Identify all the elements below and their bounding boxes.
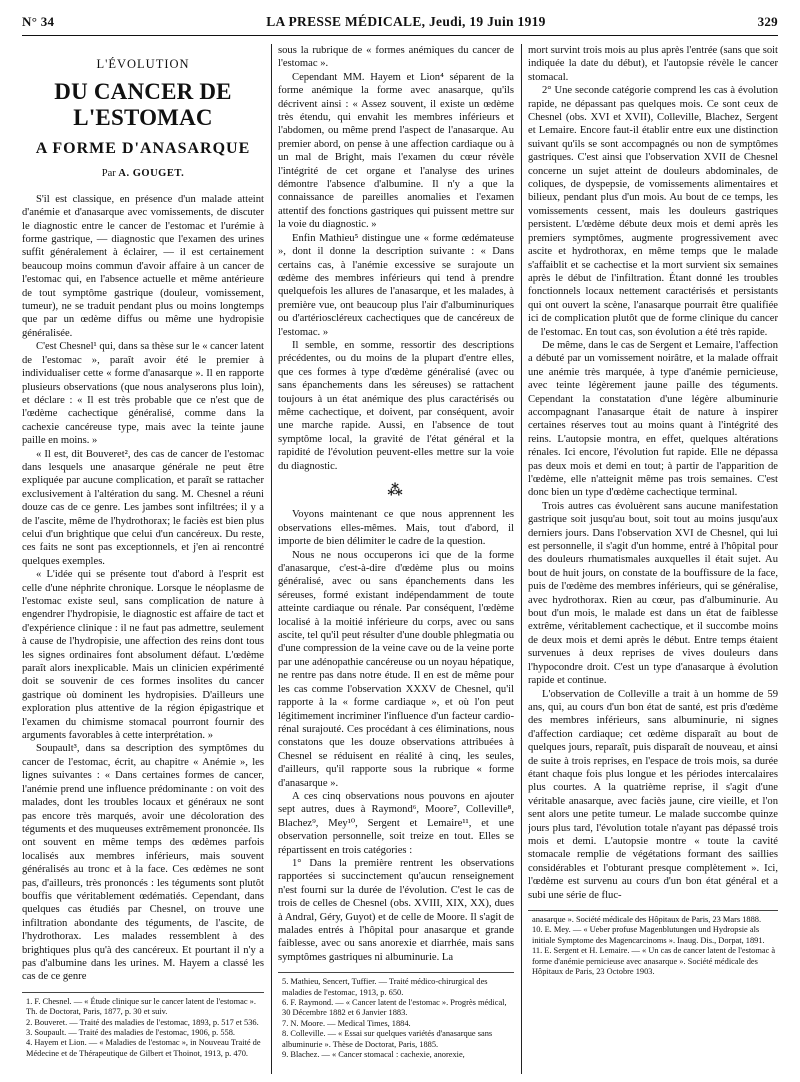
paragraph: Il semble, en somme, ressortir des descriptions précédentes, ou du moins de la plupart d'entre elles, que ces formes à type d'œdème généralisé (avec ou sans épanchements dans les séreuses) se rattachent toujours à un état anémique des plus caractérisés ou même cachectique, et doivent, par conséquent, avoir une marche rapide. Aussi, en l'absence de tout symptôme local, la gravité de l'état général et la rapidité de l'évolution peuvent-elles mettre sur la voie du diagnostic.	[278, 339, 514, 472]
byline-prefix: Par	[101, 168, 116, 180]
footnote: 1. F. Chesnel. — « Étude clinique sur le cancer latent de l'estomac ». Th. de Doctorat, Paris, 1877, p. 30 et suiv.	[26, 996, 256, 1017]
footnote: 5. Mathieu, Sencert, Tuffier. — Traité médico-chirurgical des maladies de l'estomac, 1913, p. 650.	[282, 977, 488, 997]
column-divider	[521, 44, 522, 1074]
author-name: A. GOUGET.	[118, 168, 185, 180]
paragraph: « Il est, dit Bouveret², des cas de cancer de l'estomac dans lesquels une anasarque générale ne peut être expliquée par aucune complication, et paraît se rattacher exclusivement à l'altération du sang. M. Chesnel a réuni douze cas de ce genre. Les jambes sont infiltrées; il y a de l'ascite, même de l'hydrothorax; le faciès est bien plus celui d'un brightique que celui d'un cancéreux. Du reste, ces faits ne sont pas exceptionnels, et j'en ai rencontré quelques exemples.	[22, 448, 264, 567]
paragraph: Cependant MM. Hayem et Lion⁴ séparent de la forme anémique la forme avec anasarque, qu'ils décrivent ainsi : « Assez souvent, il existe un œdème très étendu, qui envahit les membres inférieurs et l'abdomen, ou même prend l'aspect de l'anasarque. Au premier abord, on pense à une affection cardiaque ou à un mal de Bright, mais l'examen du cœur révèle l'intégrité de cet organe et l'analyse des urines démontre l'absence d'albumine. Il n'y a que la connaissance de pareilles anomalies et l'examen attentif des fonctions gastriques qui puissent mettre sur la voie du diagnostic. »	[278, 71, 514, 231]
footnote: 10. E. Mey. — « Ueber profuse Magenblutungen und Hydropsie als initiale Symptome des Magencarcinoms ». Inaug. Dis., Dorpat, 1891.	[532, 925, 765, 945]
article-title: DU CANCER DE L'ESTOMAC	[54, 79, 232, 131]
paragraph: 1° Dans la première rentrent les observations rapportées si succinctement qu'aucun renseignement n'est fourni sur la durée de l'évolution. C'est le cas de trois de celles de Chesnel (obs. XVIII, XIX, XX), dues à Andral, Géry, Guyot) et de celle de Moore. Il s'agit de malades entrés à l'hôpital pour anasarque et grande faiblesse, avec ou sans anorexie et diarrhée, mais sans symptômes gastriques ni albuminurie. La	[278, 857, 514, 963]
column-2	[278, 44, 514, 1074]
column-3	[528, 44, 778, 1074]
page-header	[22, 8, 778, 36]
paragraph: De même, dans le cas de Sergent et Lemaire, l'affection a débuté par un vomissement noirâtre, et la malade offrait une anémie très marquée, à type d'anémie pernicieuse, avec teinte légèrement jaune paille des téguments. Cependant la constatation d'une légère albuminurie accompagnant l'anasarque était de nature à inspirer certaines réserves tout au moins quant à l'intégrité des reins. L'autopsie montra, en effet, quelques altérations rénales. Ici encore, l'évolution fut rapide. Elle ne dépassa pas deux mois et demi en tout; à partir de l'apparition de l'œdème, elle n'atteignit même pas trois semaines. C'est donc bien un type d'œdème cachectique terminal.	[528, 339, 778, 499]
footnote: 4. Hayem et Lion. — « Maladies de l'estomac », in Nouveau Traité de Médecine et de Thérapeutique de Gilbert et Thoinot, 1913, p. 470.	[26, 1038, 261, 1058]
paragraph: Trois autres cas évoluèrent sans aucune manifestation gastrique soit jusqu'au bout, soit tout au moins jusqu'aux derniers jours. Dans l'observation XVI de Chesnel, qui lui est personnelle, il s'agit d'un homme, entré à l'hôpital pour des douleurs rhumatismales auxquelles il était sujet. Au bout de huit jours, on constate de la bouffissure de la face, puis de l'œdème des membres inférieurs, qui se généralise, avec hydrothorax. Rien au cœur, pas d'albuminurie. Au bout d'un mois, le malade est dans un état de faiblesse extrême, véritablement cachectique, et il succombe moins de deux mois et demi après le début. Entre temps étaient survenues à deux reprises de vives douleurs dans l'hypocondre droit. C'est un type d'anasarque à évolution rapide et continue.	[528, 500, 778, 687]
paragraph: L'observation de Colleville a trait à un homme de 59 ans, qui, au cours d'un bon état de santé, est pris d'œdème des membres inférieurs, sans albuminurie, ni signes d'affection cardiaque; cet œdème disparaît au bout de quelques jours, reparaît, puis disparaît de nouveau, et ainsi de suite à trois reprises, en l'espace de trois mois, sa durée étant chaque fois plus longue et les périodes intercalaires plus courtes. A la quatrième reprise, il s'agit d'une véritable anasarque, avec faciès jaune, cire vieille, et l'on sent alors une petite tumeur. Le malade succombe quinze jours plus tard, l'évolution totale n'ayant pas dépassé trois mois et demi. L'autopsie montre « toute la cavité stomacale remplie de végétations formant des saillies considérables et l'obturant presque complètement ». Ici, l'œdème est survenu au cours d'un bon état général et a subi une série de fluc-	[528, 688, 778, 901]
article-subtitle: A FORME D'ANASARQUE	[35, 140, 251, 158]
footnote: 9. Blachez. — « Cancer stomacal : cachexie, anorexie,	[282, 1050, 465, 1060]
footnote: anasarque ». Société médicale des Hôpitaux de Paris, 23 Mars 1888.	[532, 915, 762, 924]
column-divider	[271, 44, 272, 1074]
paragraph: mort survint trois mois au plus après l'entrée (sans que soit indiquée la date du début), et l'autopsie révèle le cancer stomacal.	[528, 45, 778, 83]
footnote: 3. Soupault. — Traité des maladies de l'estomac, 1906, p. 558.	[26, 1028, 235, 1037]
paragraph: Enfin Mathieu⁵ distingue une « forme œdémateuse », dont il donne la description suivante : « Dans certains cas, à l'anémie excessive se surajoute un œdème des membres inférieurs qui tend à prendre quelquefois les allures de l'anasarque, et les malades, à première vue, ont beaucoup plus l'air d'albuminuriques ou d'artérioscléreux cachectiques que de cancéreux de l'estomac. »	[278, 232, 514, 338]
column-1	[22, 44, 264, 1074]
section-separator: ⁂	[387, 483, 405, 499]
paragraph: 2° Une seconde catégorie comprend les cas à évolution rapide, ne dépassant pas quelques mois. Ce sont ceux de Chesnel (obs. XVI et XVII), Colleville, Blachez, Sergent et Lemaire. Encore faut-il établir entre eux une distinction suivant qu'ils se sont accompagnés ou non de symptômes gastriques. C'est ainsi que l'observation XVII de Chesnel concerne un sujet atteint de douleurs abdominales, de coliques, de dyspepsie, de vomissements alimentaires et bilieux, pendant plus d'un mois. Au bout de ce temps, les vomissements cessent, mais les douleurs gastriques persistent. L'œdème débute deux mois et demi après les premiers symptômes, augmente progressivement avec ascite et hydrothorax, en même temps que le malade s'affaiblit et se cachectise et la mort survient six semaines après le début de l'infiltration. Étant donné les troubles fonctionnels locaux nettement caractérisés et persistants qui ont ouvert la scène, l'anasarque pourrait être qualifiée ici de complication plutôt que de forme clinique du cancer de l'estomac. En tout cas, son évolution a été très rapide.	[528, 85, 778, 338]
footnotes	[528, 910, 778, 977]
article-kicker: L'ÉVOLUTION	[96, 57, 190, 71]
footnotes	[22, 992, 264, 1059]
footnote: 6. F. Raymond. — « Cancer latent de l'estomac ». Progrès médical, 30 Décembre 1882 et 6 Janvier 1883.	[282, 998, 507, 1018]
journal-title: LA PRESSE MÉDICALE, Jeudi, 19 Juin 1919	[266, 13, 546, 29]
paragraph: Nous ne nous occuperons ici que de la forme d'anasarque, c'est-à-dire d'œdème plus ou moins généralisé, avec ou sans épanchements dans les séreuses, formé existant indépendamment de toute atteinte cardiaque ou rénale. Par conséquent, l'œdème localisé à la moitié inférieure du corps, avec ou sans ascite, tel qu'il peut résulter d'une double phlegmatia ou d'une compression de la veine cave ou de la veine porte par une adénopathie cancéreuse ou un noyau hépatique, ne rentre pas dans notre étude. Il en est de même pour les cas comme l'observation XXXV de Chesnel, qu'il rapporte à la « forme cardiaque », et où l'on peut légitimement incriminer l'influence d'un facteur cardio-rénal surajouté. Ces procédant à ces éliminations, nous constatons que les douze observations attribuées à Chesnel se réduisent en réalité à cinq, les seules, d'ailleurs, qu'il rapporte sous la rubrique « forme d'anasarque ».	[278, 549, 514, 789]
issue-number: N° 34	[22, 13, 55, 29]
footnote: 11. E. Sergent et H. Lemaire. — « Un cas de cancer latent de l'estomac à forme d'anémie pernicieuse avec anasarque ». Société médicale des Hôpitaux de Paris, 23 Octobre 1903.	[532, 946, 776, 977]
article-byline	[22, 167, 264, 180]
paragraph: C'est Chesnel¹ qui, dans sa thèse sur le « cancer latent de l'estomac », paraît avoir été le premier à individualiser cette « forme d'anasarque ». Il en rapporte plusieurs observations (que nous analyserons plus loin), et déclare : « Il est très probable que ce n'est que de l'œdème cachectique généralisé, comme dans la cachexie cancéreuse type, mais avec la teinte jaune paille en moins. »	[22, 341, 264, 447]
paragraph: A ces cinq observations nous pouvons en ajouter sept autres, dues à Raymond⁶, Moore⁷, Colleville⁸, Blachez⁹, Mey¹⁰, Sergent et Lemaire¹¹, et une observation personnelle, soit treize en tout. Elles se répartissent en trois catégories :	[278, 790, 514, 856]
paragraph: S'il est classique, en présence d'un malade atteint d'anémie et d'anasarque avec vomissements, de discuter le diagnostic entre le cancer de l'estomac et l'urémie à forme gastrique, — diagnostic que l'examen des urines suffit généralement à éclairer, — il est certainement beaucoup moins commun d'avoir affaire à un cancer de l'estomac qui, en l'absence actuelle et même antérieure de tout symptôme gastrique (douleur, vomissement, tumeur), ne se traduit pendant plus ou moins longtemps que par un œdème diffus ou même une hydropisie généralisée.	[22, 193, 264, 339]
page-number: 329	[757, 13, 778, 29]
footnote: 7. N. Moore. — Medical Times, 1884.	[282, 1018, 411, 1028]
paragraph: « L'idée qui se présente tout d'abord à l'esprit est celle d'une néphrite chronique. Lorsque le néoplasme de l'estomac existe seul, sans complication de nature à engendrer l'hydropisie, le diagnostic est affaire de tact et d'expérience clinique : il ne faut pas admettre, seulement à cause de l'hydropisie, une affection des reins dont tous les signes ordinaires font absolument défaut. L'œdème paraît alors inexplicable. Mais un clinicien expérimenté doit se souvenir de ces formes insolites du cancer gastrique où dominent les hydropisies. D'ailleurs une exploration plus attentive de la région épigastrique et l'examen du chimisme stomacal pourront fournir des arguments favorables à cette interprétation. »	[22, 569, 264, 742]
footnotes	[278, 972, 514, 1060]
paragraph: sous la rubrique de « formes anémiques du cancer de l'estomac ».	[278, 45, 514, 70]
footnote: 8. Colleville. — « Essai sur quelques variétés d'anasarque sans albuminurie ». Thèse de Doctorat, Paris, 1885.	[282, 1029, 493, 1049]
paragraph: Voyons maintenant ce que nous apprennent les observations elles-mêmes. Mais, tout d'abord, il importe de bien délimiter le cadre de la question.	[278, 509, 514, 548]
footnote: 2. Bouveret. — Traité des maladies de l'estomac, 1893, p. 517 et 536.	[26, 1017, 259, 1027]
paragraph: Soupault³, dans sa description des symptômes du cancer de l'estomac, écrit, au chapitre « Anémie », les lignes suivantes : « Dans certaines formes de cancer, l'anémie prend une influence prédominante : on voit des malades, dont les troubles locaux et généraux ne sont pas encore très marqués, avoir une décoloration des téguments et des muqueuses extrêmement prononcée. Ils ont souvent en même temps des œdèmes parfois localisés aux membres inférieurs, mais souvent généralisés au tronc et à la face. Ces œdèmes ne sont pas, d'ailleurs, très prononcés : les téguments sont plutôt bouffis que véritablement œdématiés. Cependant, dans quelques cas étudiés par Chesnel, on trouve une infiltration abondante des téguments, de l'ascite, de l'hydrothorax. Les malades ressemblent à des brightiques plus qu'à des cancéreux. Et pourtant il n'y a pas d'albumine dans les urines. M. Hayem a classé les cas de ce genre	[22, 743, 264, 983]
